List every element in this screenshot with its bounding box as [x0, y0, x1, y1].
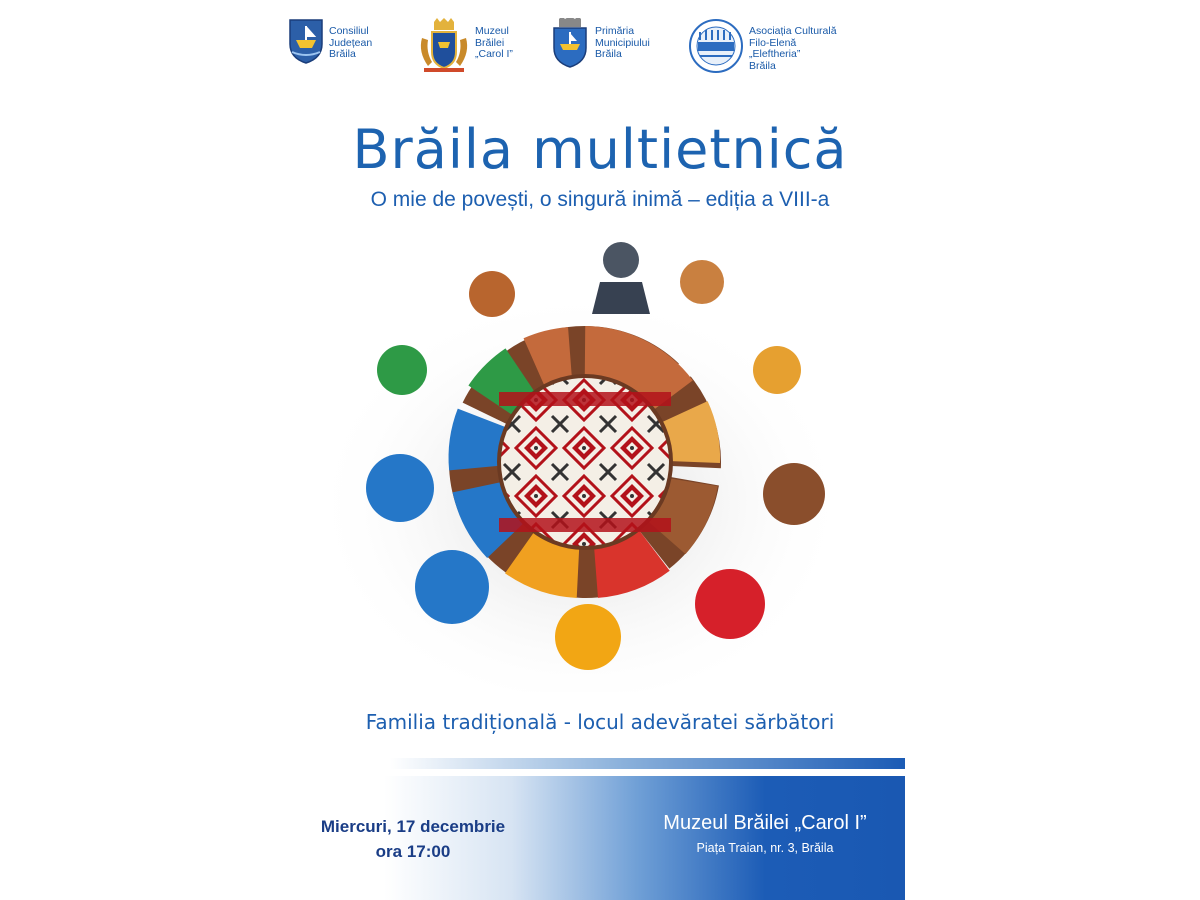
- logo-label: Asociația Culturală Filo-Elenă „Eleftheria” Brăila: [749, 25, 837, 72]
- event-venue: Muzeul Brăilei „Carol I”: [663, 812, 867, 834]
- logo-primaria-municipiului: [550, 18, 650, 88]
- museum-crest-icon: [418, 18, 470, 74]
- coat-of-arms-icon: [288, 18, 324, 64]
- logo-muzeul-brailei: [418, 18, 513, 88]
- event-subtitle: O mie de povești, o singură inimă – ediția a VIII-a: [370, 188, 830, 211]
- logo-label: Muzeul Brăilei „Carol I”: [475, 25, 513, 60]
- logo-label: Primăria Municipiului Brăila: [595, 25, 650, 60]
- logo-asociatia-eleftheria: [688, 18, 837, 88]
- event-poster: [270, 0, 930, 900]
- event-venue-block: [610, 812, 920, 855]
- event-time: ora 17:00: [375, 842, 451, 861]
- event-date-block: [288, 814, 538, 864]
- partner-logos: [288, 18, 888, 88]
- city-crest-icon: [550, 18, 590, 68]
- logo-consiliul-judetean: [288, 18, 372, 88]
- logo-label: Consiliul Județean Brăila: [329, 25, 373, 60]
- event-date: Miercuri, 17 decembrie: [320, 817, 506, 836]
- event-theme: Familia tradițională - locul adevăratei sărbători: [365, 710, 835, 734]
- divider-band: [390, 758, 905, 769]
- table-with-figures-illustration: [320, 232, 880, 692]
- event-address: Piața Traian, nr. 3, Brăila: [696, 841, 834, 855]
- event-title: Brăila multietnică: [352, 118, 848, 181]
- eleftheria-seal-icon: [688, 18, 744, 74]
